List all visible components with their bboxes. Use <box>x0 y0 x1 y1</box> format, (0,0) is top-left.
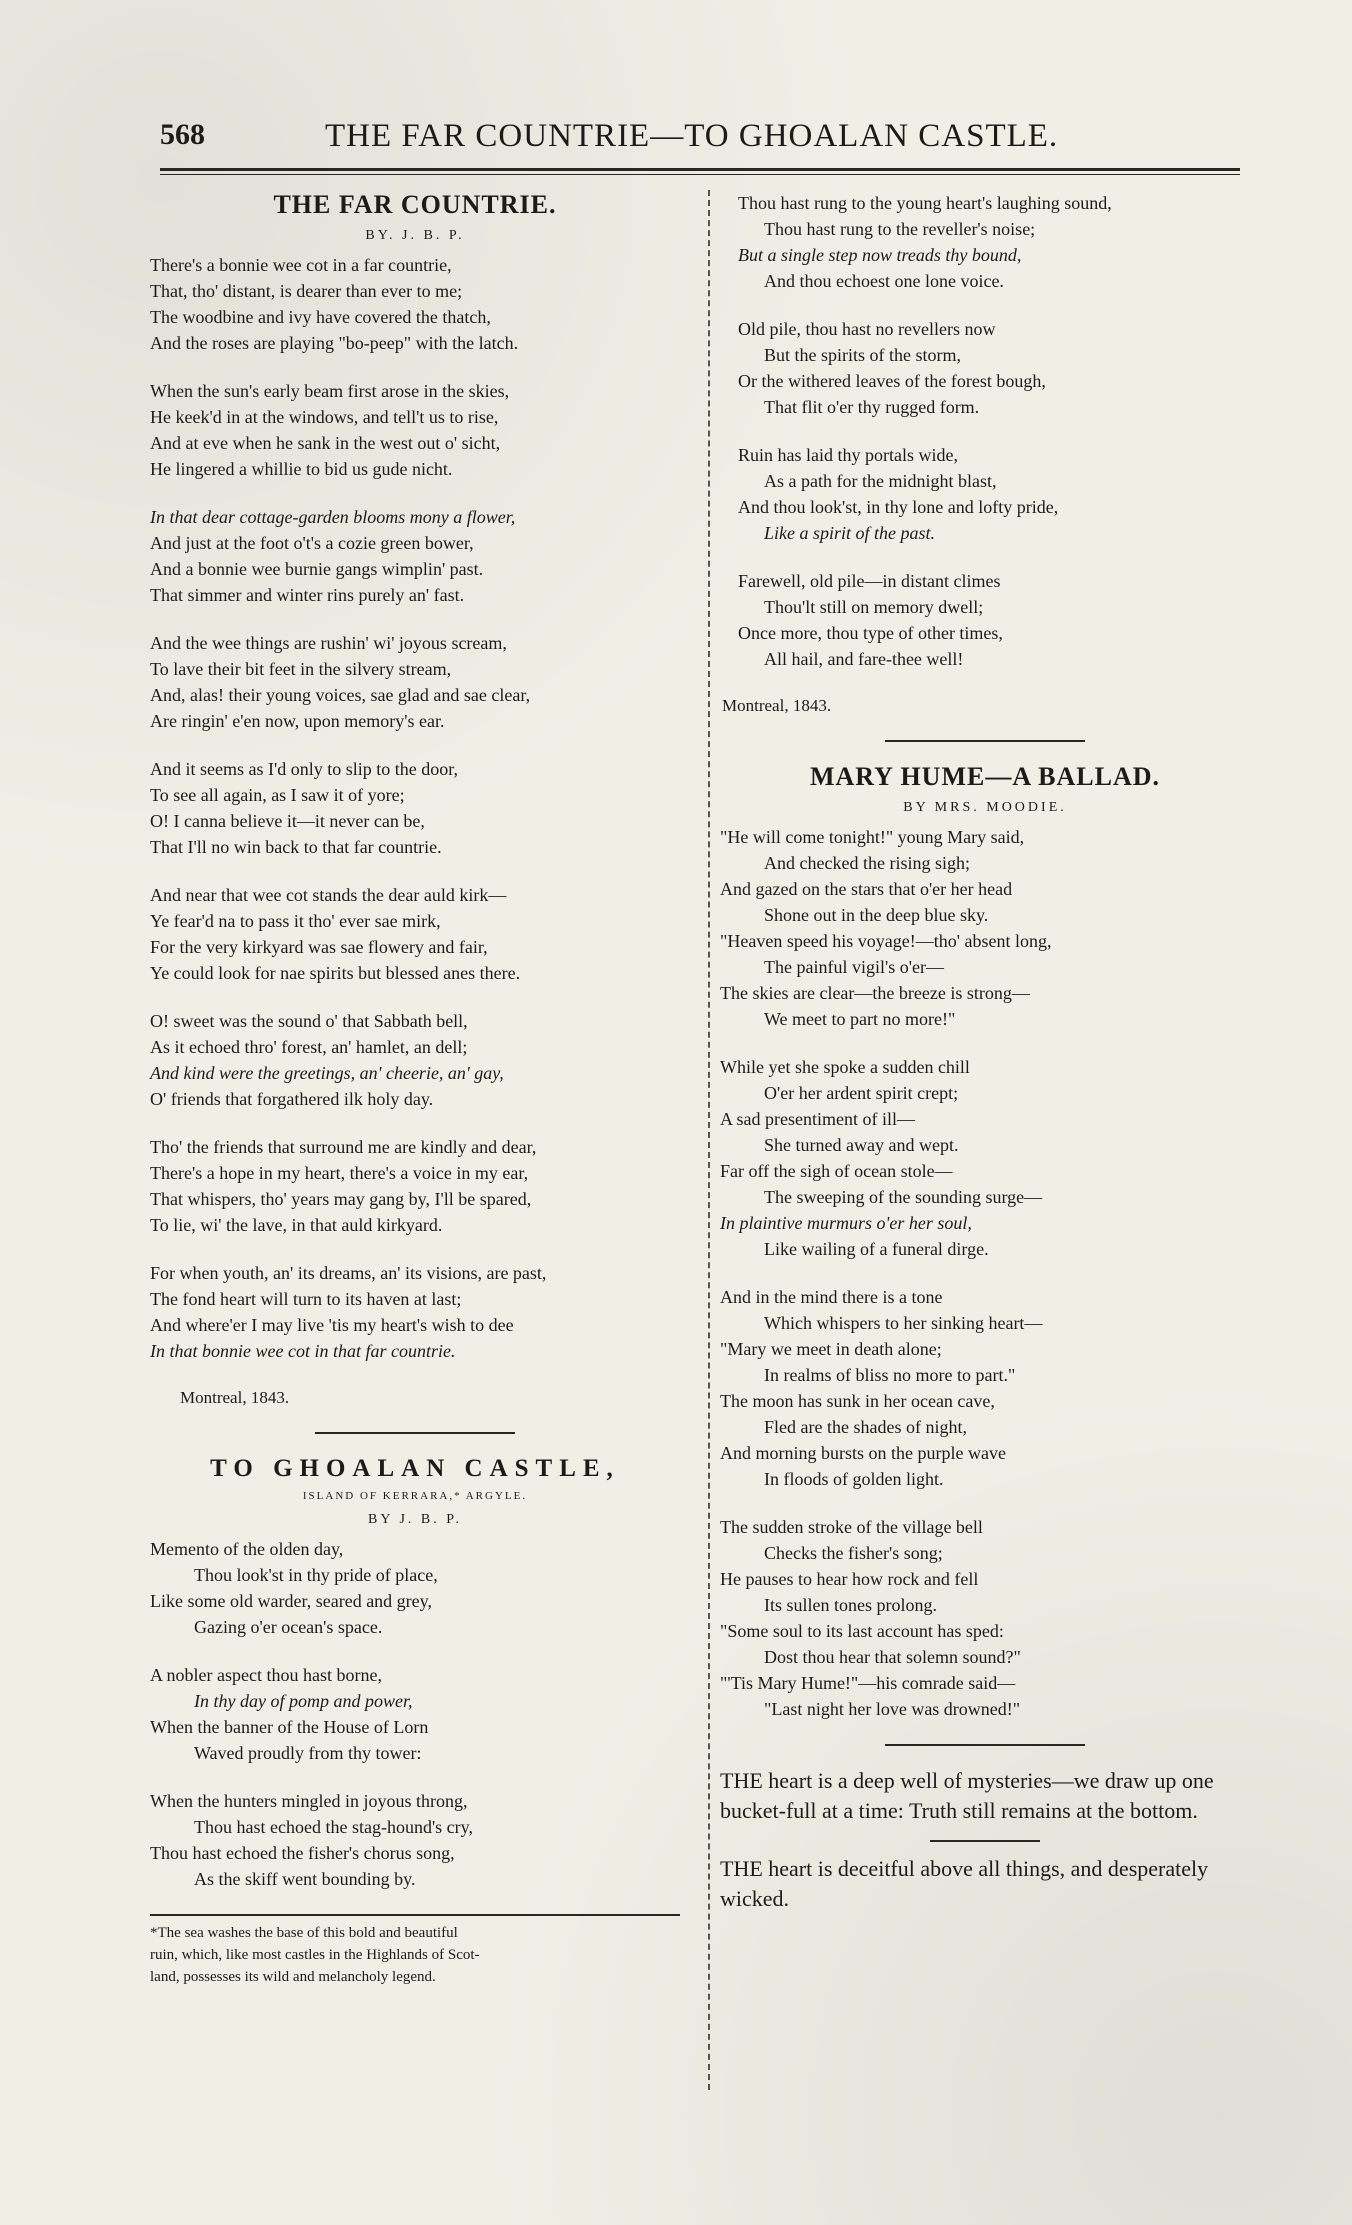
poem-line: In plaintive murmurs o'er her soul, <box>720 1213 972 1233</box>
poem-line: And near that wee cot stands the dear auld kirk— <box>150 885 507 905</box>
right-column <box>720 190 1250 1914</box>
poem-line: As it echoed thro' forest, an' hamlet, an dell; <box>150 1037 468 1057</box>
poem-line: The skies are clear—the breeze is strong— <box>720 983 1030 1003</box>
stanza <box>150 1134 680 1238</box>
poem-line: The sweeping of the sounding surge— <box>764 1187 1043 1207</box>
poem-line: Like some old warder, seared and grey, <box>150 1591 432 1611</box>
poem-line: Its sullen tones prolong. <box>764 1595 937 1615</box>
footnote-line: ruin, which, like most castles in the Highlands of Scot- <box>150 1947 480 1963</box>
poem-title-far-countrie: THE FAR COUNTRIE. <box>273 190 557 219</box>
poem-line: That, tho' distant, is dearer than ever to me; <box>150 281 463 301</box>
poem-line: Far off the sigh of ocean stole— <box>720 1161 953 1181</box>
left-column <box>150 190 680 1988</box>
poem-body-ghoalan-right <box>720 190 1250 672</box>
stanza <box>150 252 680 356</box>
poem-line: Which whispers to her sinking heart— <box>764 1313 1043 1333</box>
poem-line: While yet she spoke a sudden chill <box>720 1057 970 1077</box>
header-rule <box>160 168 1240 171</box>
poem-body-mary-hume <box>720 824 1250 1722</box>
poem-line: When the sun's early beam first arose in the skies, <box>150 381 510 401</box>
poem-line: O! I canna believe it—it never can be, <box>150 811 425 831</box>
stanza <box>720 824 1250 1032</box>
poem-line: And a bonnie wee burnie gangs wimplin' past. <box>150 559 484 579</box>
section-rule <box>885 740 1085 742</box>
stanza <box>150 1788 680 1892</box>
poem-line: That flit o'er thy rugged form. <box>764 397 980 417</box>
poem-line: He pauses to hear how rock and fell <box>720 1569 979 1589</box>
poem-line: A nobler aspect thou hast borne, <box>150 1665 382 1685</box>
poem-line: And thou echoest one lone voice. <box>764 271 1004 291</box>
poem-line: Like wailing of a funeral dirge. <box>764 1239 989 1259</box>
stanza <box>150 504 680 608</box>
poem-line: As a path for the midnight blast, <box>764 471 997 491</box>
stanza <box>150 378 680 482</box>
poem-line: And gazed on the stars that o'er her head <box>720 879 1013 899</box>
stanza <box>150 1662 680 1766</box>
stanza <box>150 1536 680 1640</box>
poem-line: In realms of bliss no more to part." <box>764 1365 1016 1385</box>
footnote-rule <box>150 1914 680 1916</box>
poem-line: And where'er I may live 'tis my heart's wish to dee <box>150 1315 514 1335</box>
poem-line: "Heaven speed his voyage!—tho' absent long, <box>720 931 1052 951</box>
poem-line: Tho' the friends that surround me are kindly and dear, <box>150 1137 537 1157</box>
stanza <box>720 316 1250 420</box>
poem-line: She turned away and wept. <box>764 1135 959 1155</box>
running-head <box>160 118 1220 168</box>
poem-line: That I'll no win back to that far countrie. <box>150 837 442 857</box>
poem-line: In that dear cottage-garden blooms mony a flower, <box>150 507 516 527</box>
poem-line: And morning bursts on the purple wave <box>720 1443 1006 1463</box>
poem-title-ghoalan-castle: TO GHOALAN CASTLE, <box>210 1455 620 1482</box>
poem-line: When the hunters mingled in joyous throng, <box>150 1791 468 1811</box>
poem-body-ghoalan-left <box>150 1536 680 1892</box>
footnote-line: *The sea washes the base of this bold and beautiful <box>150 1925 458 1941</box>
poem-line: Shone out in the deep blue sky. <box>764 905 989 925</box>
poem-line: Farewell, old pile—in distant climes <box>738 571 1001 591</box>
poem-line: That whispers, tho' years may gang by, I'll be spared, <box>150 1189 532 1209</box>
poem-line: And thou look'st, in thy lone and lofty pride, <box>738 497 1059 517</box>
poem-line: Checks the fisher's song; <box>764 1543 943 1563</box>
byline-jbp: BY. J. B. P. <box>365 228 465 243</box>
poem-line: There's a hope in my heart, there's a voice in my ear, <box>150 1163 529 1183</box>
aphorism: THE heart is a deep well of mysteries—we draw up one bucket-full at a time: Truth still remains at the bottom. <box>720 1768 1214 1823</box>
poem-line: But a single step now treads thy bound, <box>738 245 1022 265</box>
poem-line: To lave their bit feet in the silvery stream, <box>150 659 452 679</box>
poem-line: For when youth, an' its dreams, an' its visions, are past, <box>150 1263 547 1283</box>
poem-line: Thou hast rung to the reveller's noise; <box>764 219 1036 239</box>
poem-line: For the very kirkyard was sae flowery and fair, <box>150 937 488 957</box>
poem-line: The sudden stroke of the village bell <box>720 1517 983 1537</box>
poem-line: And at eve when he sank in the west out o' sicht, <box>150 433 501 453</box>
poem-line: "Last night her love was drowned!" <box>764 1699 1021 1719</box>
poem-line: As the skiff went bounding by. <box>194 1869 416 1889</box>
poem-line: Or the withered leaves of the forest bough, <box>738 371 1046 391</box>
poem-line: Dost thou hear that solemn sound?" <box>764 1647 1021 1667</box>
poem-line: And checked the rising sigh; <box>764 853 970 873</box>
poem-line: He lingered a whillie to bid us gude nicht. <box>150 459 453 479</box>
footnote-line: land, possesses its wild and melancholy legend. <box>150 1969 436 1985</box>
poem-line: All hail, and fare-thee well! <box>764 649 964 669</box>
poem-line: O'er her ardent spirit crept; <box>764 1083 959 1103</box>
poem-line: And in the mind there is a tone <box>720 1287 943 1307</box>
poem-line: "Some soul to its last account has sped: <box>720 1621 1004 1641</box>
poem-title-mary-hume: MARY HUME—A BALLAD. <box>809 762 1161 791</box>
stanza <box>150 756 680 860</box>
poem-line: Old pile, thou hast no revellers now <box>738 319 996 339</box>
poem-line: To see all again, as I saw it of yore; <box>150 785 405 805</box>
poem-line: The fond heart will turn to its haven at last; <box>150 1289 462 1309</box>
poem-body-far-countrie <box>150 252 680 1364</box>
poem-line: Waved proudly from thy tower: <box>194 1743 422 1763</box>
section-rule <box>315 1432 515 1434</box>
poem-line: When the banner of the House of Lorn <box>150 1717 429 1737</box>
poem-line: "'Tis Mary Hume!"—his comrade said— <box>720 1673 1016 1693</box>
poem-line: A sad presentiment of ill— <box>720 1109 915 1129</box>
running-title: THE FAR COUNTRIE—TO GHOALAN CASTLE. <box>325 118 1059 154</box>
column-divider <box>708 190 710 2090</box>
poem-line: Thou hast rung to the young heart's laughing sound, <box>738 193 1112 213</box>
poem-line: And just at the foot o't's a cozie green bower, <box>150 533 474 553</box>
poem-line: Fled are the shades of night, <box>764 1417 967 1437</box>
poem-line: O! sweet was the sound o' that Sabbath bell, <box>150 1011 468 1031</box>
poem-line: And the roses are playing "bo-peep" with the latch. <box>150 333 519 353</box>
poem-line: We meet to part no more!" <box>764 1009 956 1029</box>
stanza <box>150 882 680 986</box>
poem-line: Once more, thou type of other times, <box>738 623 1003 643</box>
byline-jbp-2: BY J. B. P. <box>368 1512 462 1527</box>
poem-line: And kind were the greetings, an' cheerie, an' gay, <box>150 1063 504 1083</box>
poem-line: And it seems as I'd only to slip to the door, <box>150 759 458 779</box>
poem-line: In that bonnie wee cot in that far countrie. <box>150 1341 456 1361</box>
poem-line: Like a spirit of the past. <box>764 523 935 543</box>
poem-line: Thou'lt still on memory dwell; <box>764 597 984 617</box>
poem-line: The woodbine and ivy have covered the thatch, <box>150 307 491 327</box>
poem-line: In thy day of pomp and power, <box>194 1691 413 1711</box>
stanza <box>720 1054 1250 1262</box>
aphorism-rule <box>930 1840 1040 1842</box>
section-rule <box>885 1744 1085 1746</box>
poem-line: Are ringin' e'en now, upon memory's ear. <box>150 711 445 731</box>
poem-line: And the wee things are rushin' wi' joyous scream, <box>150 633 507 653</box>
byline-moodie: BY MRS. MOODIE. <box>903 800 1067 815</box>
stanza <box>720 442 1250 546</box>
poem-line: "He will come tonight!" young Mary said, <box>720 827 1025 847</box>
poem-line: And, alas! their young voices, sae glad and sae clear, <box>150 685 531 705</box>
poem-line: Ye fear'd na to pass it tho' ever sae mirk, <box>150 911 441 931</box>
stanza <box>720 568 1250 672</box>
poem-line: He keek'd in at the windows, and tell't us to rise, <box>150 407 499 427</box>
poem-line: O' friends that forgathered ilk holy day. <box>150 1089 434 1109</box>
poem-line: The painful vigil's o'er— <box>764 957 944 977</box>
poem-line: Gazing o'er ocean's space. <box>194 1617 383 1637</box>
stanza <box>720 1284 1250 1492</box>
poem-line: Ruin has laid thy portals wide, <box>738 445 958 465</box>
poem-line: But the spirits of the storm, <box>764 345 961 365</box>
poem-line: There's a bonnie wee cot in a far countrie, <box>150 255 452 275</box>
stanza <box>150 630 680 734</box>
dateline: Montreal, 1843. <box>180 1388 290 1407</box>
stanza <box>150 1008 680 1112</box>
poem-line: To lie, wi' the lave, in that auld kirkyard. <box>150 1215 443 1235</box>
poem-line: Thou hast echoed the stag-hound's cry, <box>194 1817 473 1837</box>
poem-line: Ye could look for nae spirits but blessed anes there. <box>150 963 521 983</box>
poem-line: "Mary we meet in death alone; <box>720 1339 942 1359</box>
footnote <box>150 1922 680 1988</box>
page-number: 568 <box>160 118 205 151</box>
poem-line: Memento of the olden day, <box>150 1539 344 1559</box>
dateline: Montreal, 1843. <box>722 696 832 715</box>
stanza <box>720 1514 1250 1722</box>
poem-subtitle: ISLAND OF KERRARA,* ARGYLE. <box>302 1490 528 1502</box>
aphorism: THE heart is deceitful above all things, and desperately wicked. <box>720 1856 1209 1911</box>
stanza <box>720 190 1250 294</box>
poem-line: That simmer and winter rins purely an' fast. <box>150 585 465 605</box>
poem-line: In floods of golden light. <box>764 1469 944 1489</box>
poem-line: The moon has sunk in her ocean cave, <box>720 1391 995 1411</box>
stanza <box>150 1260 680 1364</box>
poem-line: Thou look'st in thy pride of place, <box>194 1565 438 1585</box>
poem-line: Thou hast echoed the fisher's chorus song, <box>150 1843 455 1863</box>
